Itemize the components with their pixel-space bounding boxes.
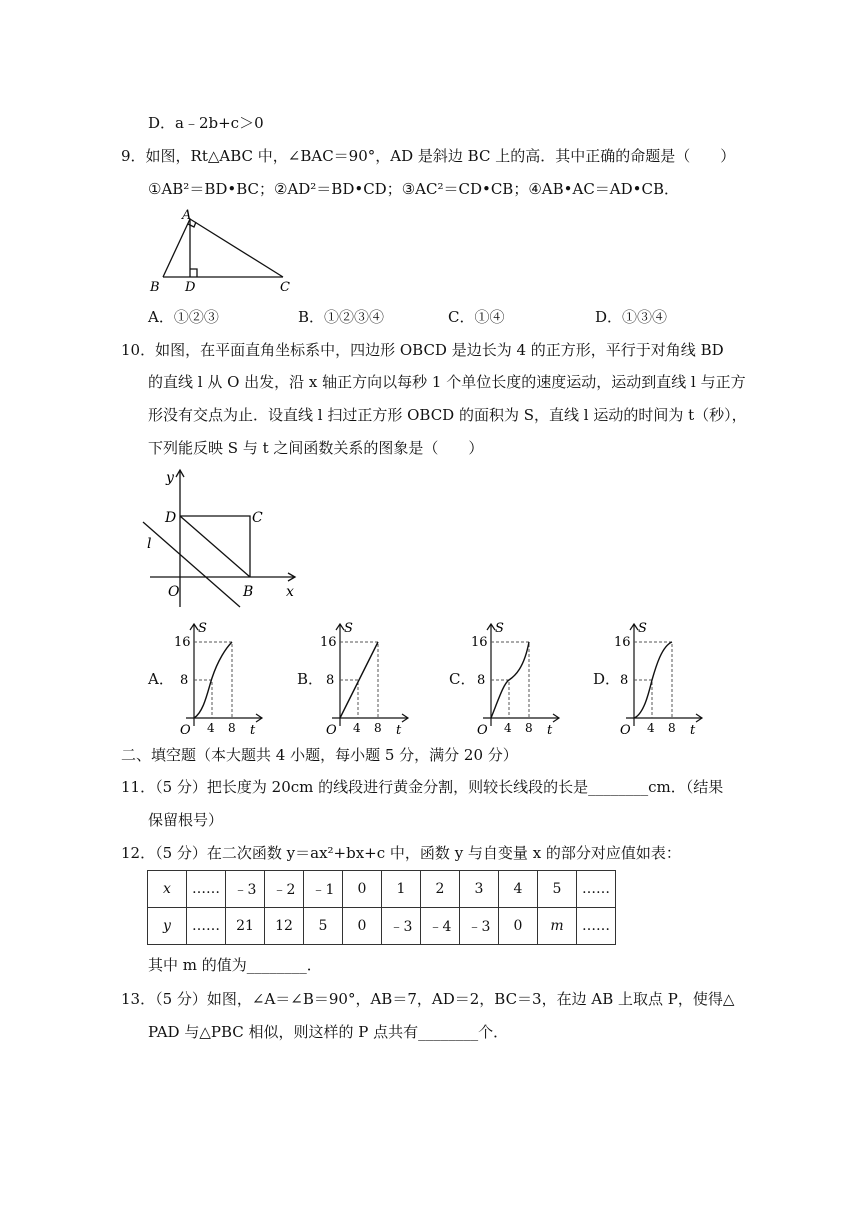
q9-option-a: A．①②③ xyxy=(148,308,219,326)
tick-label-8-x: 8 xyxy=(525,721,533,735)
table-cell: 1 xyxy=(382,871,421,908)
tick-label-4: 4 xyxy=(207,721,215,735)
table-cell: …… xyxy=(187,908,226,945)
origin-label: O xyxy=(180,723,191,738)
q10-graph-c xyxy=(469,618,569,740)
q11-line-2: 保留根号） xyxy=(148,811,224,829)
tick-label-4: 4 xyxy=(353,721,361,735)
tick-label-8-x: 8 xyxy=(374,721,382,735)
tick-label-8-x: 8 xyxy=(668,721,676,735)
guide-8 xyxy=(634,680,652,718)
origin-label: O xyxy=(620,723,631,738)
q9-triangle-figure xyxy=(145,205,305,297)
table-cell: 5 xyxy=(304,908,343,945)
axis-label-t: t xyxy=(396,723,402,738)
axis-label-s: S xyxy=(638,621,647,636)
table-cell: ﹣1 xyxy=(304,871,343,908)
q13-line-2: PAD 与△PBC 相似，则这样的 P 点共有________个． xyxy=(148,1023,509,1041)
table-cell: 0 xyxy=(499,908,538,945)
q9-stem: 9．如图，Rt△ABC 中，∠BAC＝90°，AD 是斜边 BC 上的高．其中正确的命题是（ ） xyxy=(121,147,736,165)
table-row xyxy=(148,871,616,908)
q12-value-table xyxy=(147,870,616,945)
table-cell: ﹣3 xyxy=(382,908,421,945)
table-cell: m xyxy=(538,908,577,945)
table-cell: 0 xyxy=(343,871,382,908)
axis-label-s: S xyxy=(198,621,207,636)
q9-label-d: D xyxy=(185,280,196,295)
q9-label-b: B xyxy=(150,280,160,295)
q10-label-l: l xyxy=(147,536,152,552)
q9-statements: ①AB²＝BD•BC；②AD²＝BD•CD；③AC²＝CD•CB；④AB•AC＝AD•CB． xyxy=(148,180,679,198)
q10-coordinate-figure xyxy=(135,462,310,612)
table-cell: ﹣3 xyxy=(460,908,499,945)
q10-graph-a xyxy=(172,618,272,740)
q10-line-3: 形没有交点为止．设直线 l 扫过正方形 OBCD 的面积为 S，直线 l 运动的时间为 t（秒）， xyxy=(148,406,747,424)
q9-option-c: C．①④ xyxy=(448,308,505,326)
tick-label-8-y: 8 xyxy=(326,673,335,688)
tick-label-8-x: 8 xyxy=(228,721,236,735)
table-cell: 3 xyxy=(460,871,499,908)
table-cell: 21 xyxy=(226,908,265,945)
q9-option-b: B．①②③④ xyxy=(298,308,385,326)
q10-option-c-letter: C． xyxy=(449,670,476,688)
table-cell: 5 xyxy=(538,871,577,908)
table-cell: 2 xyxy=(421,871,460,908)
q10-graph-d xyxy=(612,618,712,740)
section-2-header: 二、填空题（本大题共 4 小题，每小题 5 分，满分 20 分） xyxy=(121,746,518,764)
q10-line-2: 的直线 l 从 O 出发，沿 x 轴正方向以每秒 1 个单位长度的速度运动，运动到直线 l 与正方 xyxy=(148,373,746,391)
origin-label: O xyxy=(326,723,337,738)
q10-label-b: B xyxy=(243,584,254,600)
q10-axis-y: y xyxy=(166,470,174,486)
q10-option-a-letter: A． xyxy=(148,670,174,688)
q10-option-d-letter: D． xyxy=(593,670,621,688)
table-cell: ﹣3 xyxy=(226,871,265,908)
table-cell: 12 xyxy=(265,908,304,945)
table-cell: 0 xyxy=(343,908,382,945)
q10-label-c: C xyxy=(252,510,263,526)
tick-label-8-y: 8 xyxy=(620,673,629,688)
q10-label-o: O xyxy=(168,584,180,600)
table-cell: …… xyxy=(187,871,226,908)
table-cell: …… xyxy=(577,871,616,908)
q10-label-d: D xyxy=(165,510,177,526)
table-cell: ﹣2 xyxy=(265,871,304,908)
q10-line-1: 10．如图，在平面直角坐标系中，四边形 OBCD 是边长为 4 的正方形，平行于对角线 BD xyxy=(121,341,724,359)
table-cell: ﹣4 xyxy=(421,908,460,945)
table-cell: …… xyxy=(577,908,616,945)
origin-label: O xyxy=(477,723,488,738)
tick-label-16: 16 xyxy=(614,635,631,650)
axis-label-s: S xyxy=(495,621,504,636)
tick-label-8-y: 8 xyxy=(477,673,486,688)
q12-tail: 其中 m 的值为________． xyxy=(148,956,322,974)
tick-label-8-y: 8 xyxy=(180,673,189,688)
tick-label-4: 4 xyxy=(504,721,512,735)
table-cell: x xyxy=(148,871,187,908)
axis-label-t: t xyxy=(547,723,553,738)
tick-label-16: 16 xyxy=(471,635,488,650)
axis-label-t: t xyxy=(250,723,256,738)
tick-label-16: 16 xyxy=(174,635,191,650)
axis-label-t: t xyxy=(690,723,696,738)
q9-option-d: D．①③④ xyxy=(595,308,668,326)
table-cell: 4 xyxy=(499,871,538,908)
q9-label-a: A xyxy=(182,208,192,223)
tick-label-4: 4 xyxy=(647,721,655,735)
q10-axis-x: x xyxy=(286,584,294,600)
table-cell: y xyxy=(148,908,187,945)
q10-graph-b xyxy=(318,618,418,740)
table-row xyxy=(148,908,616,945)
q12-stem: 12．（5 分）在二次函数 y＝ax²+bx+c 中，函数 y 与自变量 x 的部分对应值如表： xyxy=(121,844,681,862)
q10-option-b-letter: B． xyxy=(297,670,324,688)
q8-option-d: D．a﹣2b+c＞0 xyxy=(148,114,264,132)
axis-label-s: S xyxy=(344,621,353,636)
tick-label-16: 16 xyxy=(320,635,337,650)
q10-line-4: 下列能反映 S 与 t 之间函数关系的图象是（ ） xyxy=(148,439,484,457)
q11-line-1: 11．（5 分）把长度为 20cm 的线段进行黄金分割，则较长线段的长是________cm．（结果 xyxy=(121,778,724,796)
q9-label-c: C xyxy=(280,280,290,295)
q13-line-1: 13．（5 分）如图，∠A＝∠B＝90°，AB＝7，AD＝2，BC＝3，在边 AB 上取点 P，使得△ xyxy=(121,990,735,1008)
